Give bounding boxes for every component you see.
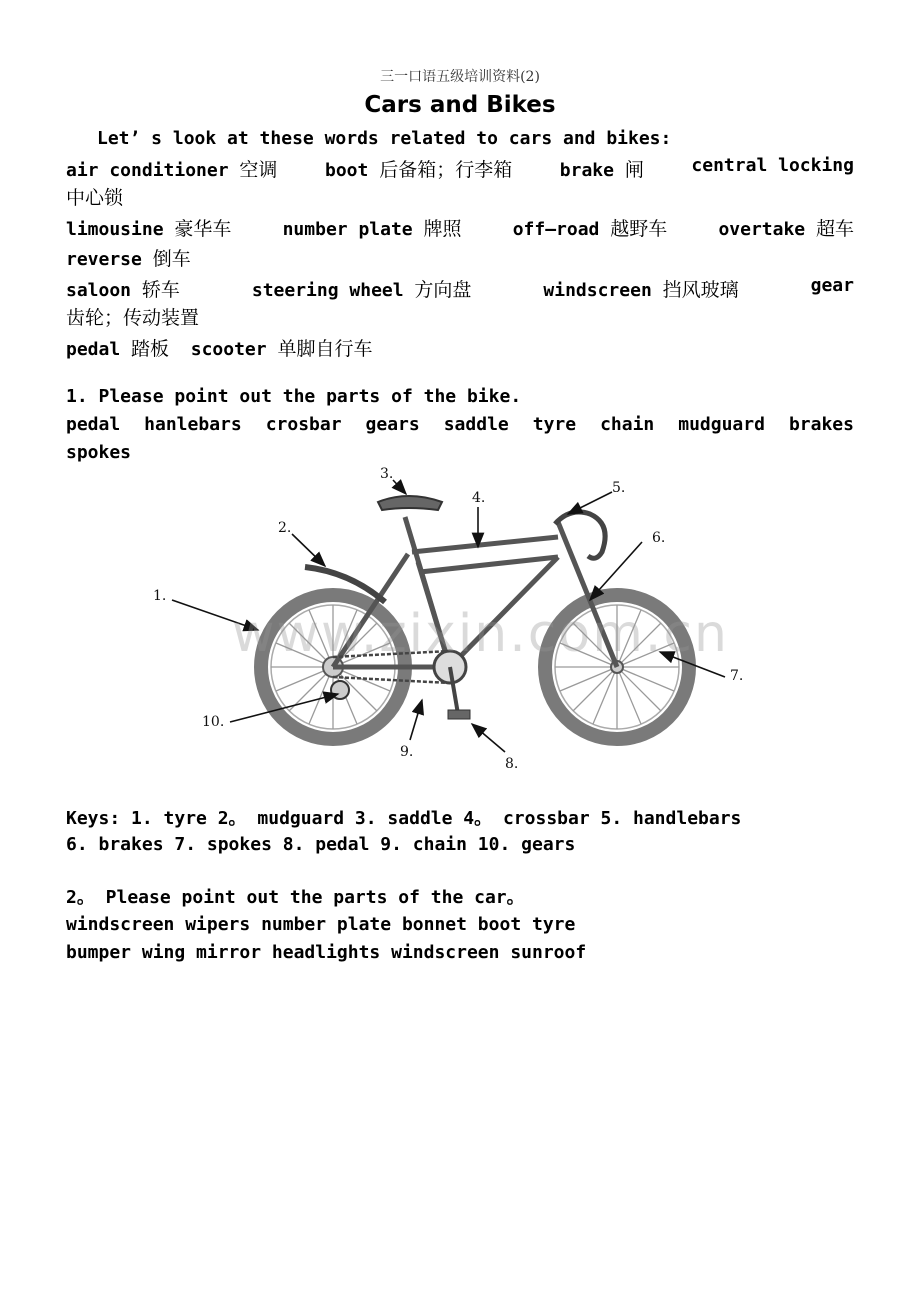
word-item: pedal <box>66 414 121 435</box>
page-header: 三一口语五级培训资料(2) <box>380 69 540 85</box>
vocab-row-4 <box>66 275 854 302</box>
vocab-row-1 <box>66 155 854 182</box>
vocab-item: boot 后备箱；行李箱 <box>325 159 513 181</box>
word-item: hanlebars <box>144 414 242 435</box>
figure-label-2: 2. <box>278 520 292 536</box>
word-item: chain <box>600 414 655 435</box>
figure-label-6: 6. <box>652 530 666 546</box>
vocab-row-1-continued: 中心锁 <box>66 187 124 209</box>
vocab-item: windscreen 挡风玻璃 <box>543 279 739 301</box>
vocab-item: saloon 轿车 <box>66 279 180 301</box>
word-item: mudguard <box>678 414 765 435</box>
gears-shape <box>331 681 349 699</box>
vocab-item: air conditioner 空调 <box>66 159 278 181</box>
vocab-row-2 <box>66 214 854 241</box>
vocab-row-3: reverse 倒车 <box>66 248 191 270</box>
question-1-word-list-continued: spokes <box>66 442 132 463</box>
intro-text: Let’ s look at these words related to cars and bikes: <box>97 128 672 149</box>
figure-label-3: 3. <box>380 466 394 482</box>
vocab-item: brake 闸 <box>559 159 644 181</box>
question-2-word-list-line-2: bumper wing mirror headlights windscreen sunroof <box>66 942 587 963</box>
figure-label-5: 5. <box>612 480 626 496</box>
page-title: Cars and Bikes <box>364 92 556 118</box>
vocab-item: gear <box>810 275 854 296</box>
word-item: crosbar <box>265 414 342 435</box>
word-item: saddle <box>443 414 509 435</box>
pedal-shape <box>448 710 470 719</box>
vocab-item: off—road 越野车 <box>512 218 668 240</box>
question-2-prompt: 2。 Please point out the parts of the car。 <box>66 887 525 908</box>
vocab-row-5: pedal 踏板 scooter 单脚自行车 <box>66 338 373 360</box>
figure-label-9: 9. <box>400 744 414 760</box>
figure-label-10: 10. <box>202 714 225 730</box>
vocab-item: central locking <box>691 155 854 176</box>
word-item: tyre <box>532 414 577 435</box>
figure-label-8: 8. <box>505 756 519 772</box>
vocab-item: number plate 牌照 <box>282 218 462 240</box>
vocab-item: limousine 豪华车 <box>66 218 232 240</box>
question-1-word-list <box>66 414 854 435</box>
question-1-prompt: 1. Please point out the parts of the bike. <box>66 386 522 407</box>
answer-keys-line-1: Keys: 1. tyre 2。 mudguard 3. saddle 4。 crossbar 5. handlebars <box>66 808 742 829</box>
answer-keys-line-2: 6. brakes 7. spokes 8. pedal 9. chain 10. gears <box>66 834 576 855</box>
figure-label-7: 7. <box>730 668 744 684</box>
word-item: brakes <box>788 414 854 435</box>
vocab-row-4-continued: 齿轮；传动装置 <box>66 307 200 329</box>
saddle-shape <box>378 496 442 510</box>
figure-label-4: 4. <box>472 490 486 506</box>
vocab-item: overtake 超车 <box>718 218 854 240</box>
question-2-word-list-line-1: windscreen wipers number plate bonnet boot tyre <box>66 914 576 935</box>
word-item: gears <box>365 414 420 435</box>
figure-label-1: 1. <box>153 588 167 604</box>
vocab-item: steering wheel 方向盘 <box>251 279 472 301</box>
watermark: www.zixin.com.cn <box>232 604 729 664</box>
